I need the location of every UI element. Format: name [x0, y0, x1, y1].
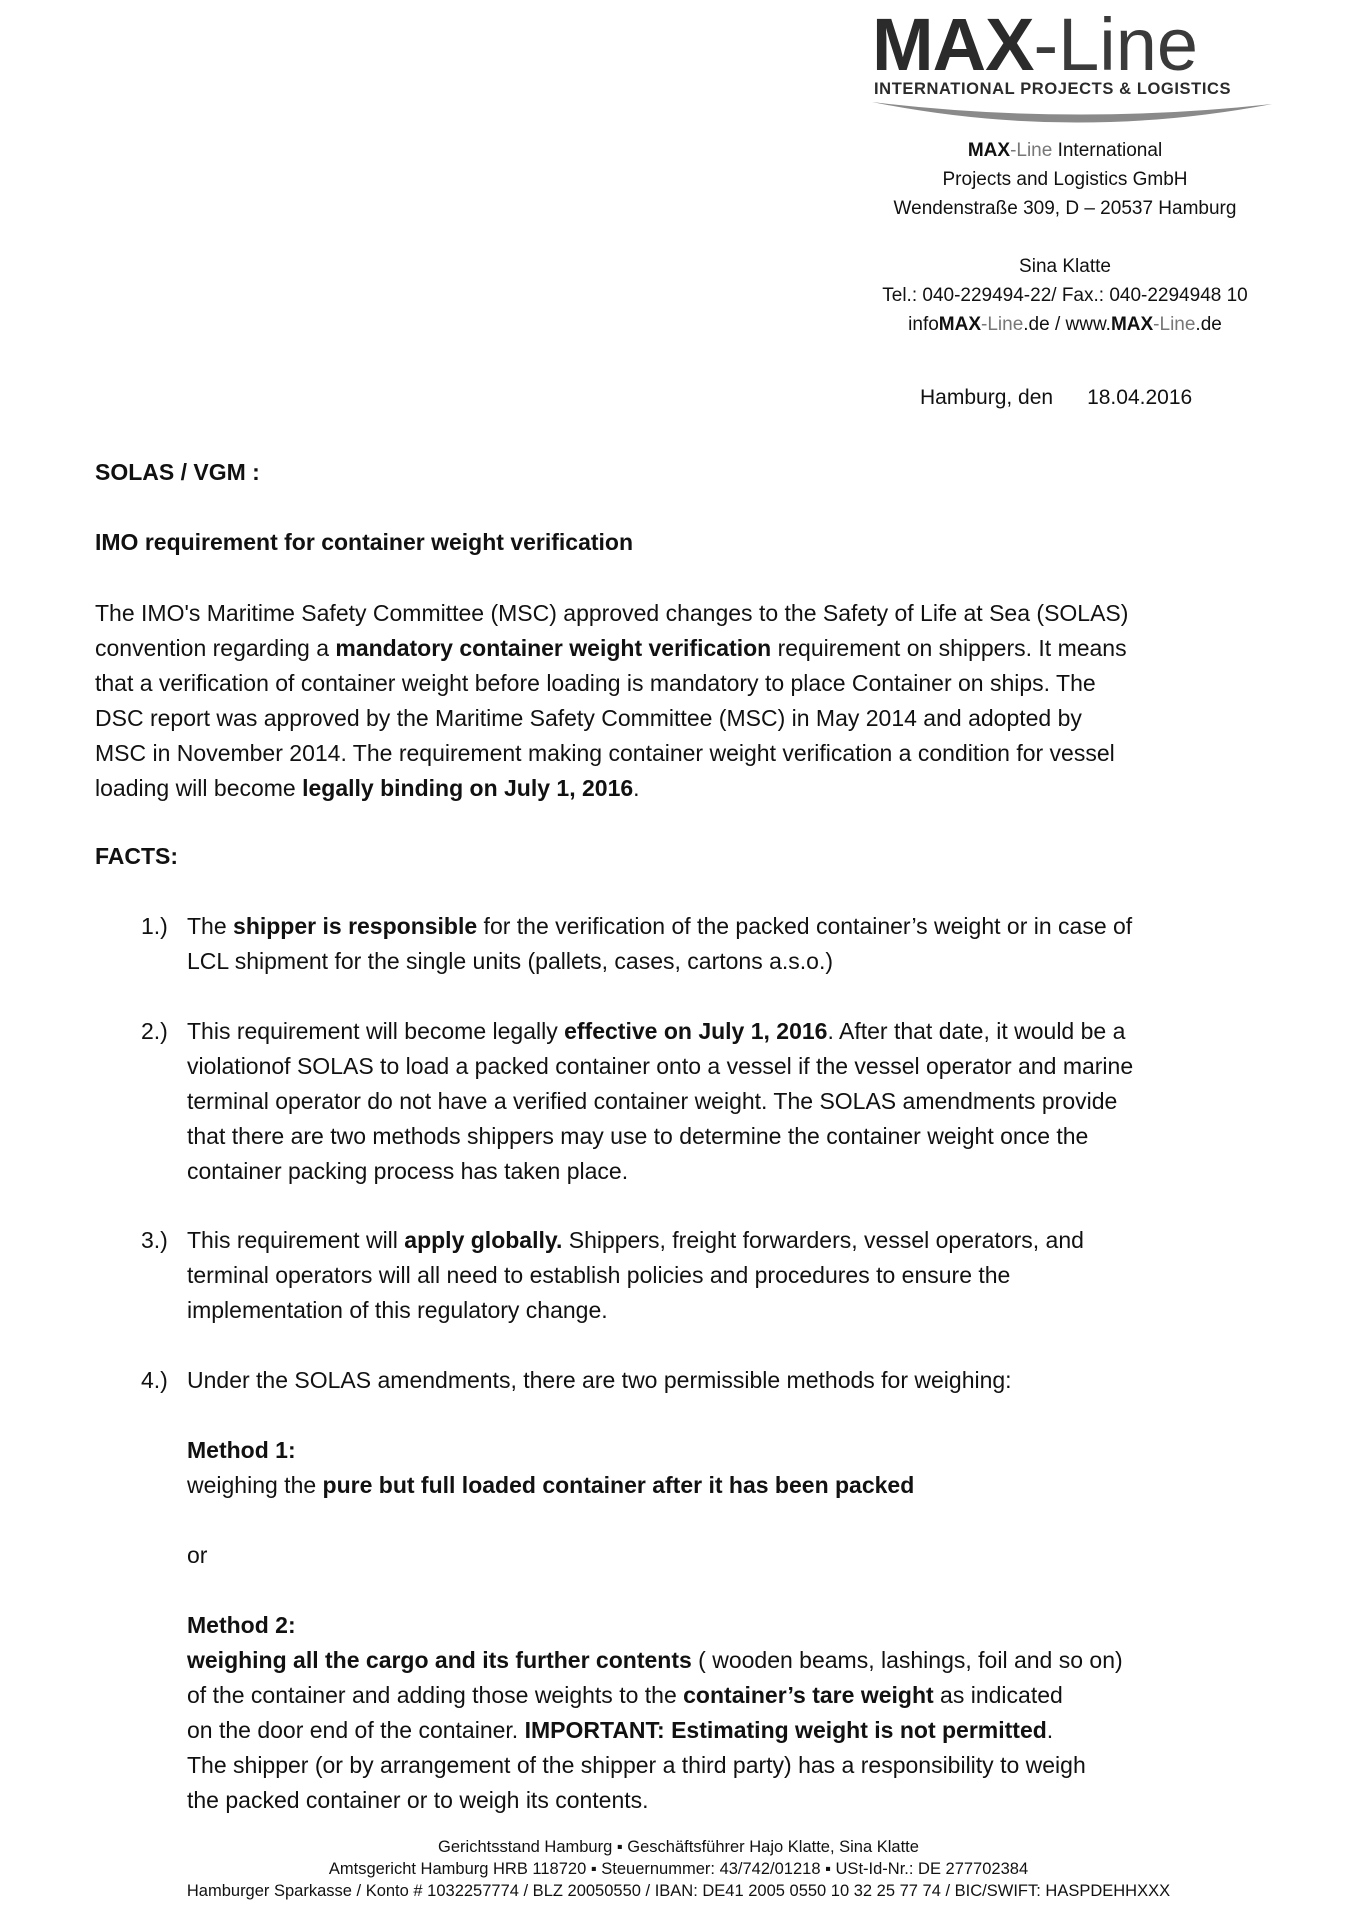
or-separator: or — [187, 1542, 208, 1568]
sender-company-rest: International — [1052, 140, 1163, 161]
fact-number: 1.) — [141, 913, 168, 939]
web-bold: MAX — [1110, 314, 1154, 335]
logo-brand-bold: MAX — [872, 3, 1034, 86]
fact-number: 3.) — [141, 1227, 168, 1253]
date-value: 18.04.2016 — [1087, 386, 1193, 409]
fact-body: Under the SOLAS amendments, there are two permissible methods for weighing: Method 1: weighing the pure but full loaded container after it has been packed or Method 2: weighing all the cargo and its further contents ( wooden beams, lashings, foil and so on) of the container and adding those weights to the container’s tare weight as indicated on the door end of the container. IMPORTANT: Estimating weight is not permitted. The shipper (or by arrangement of the shipper a third party) has a responsibility to weigh the packed container or to weigh its contents. — [187, 1363, 1287, 1818]
intro-paragraph — [95, 596, 1275, 806]
footer-line: Gerichtsstand Hamburg ▪ Geschäftsführer Hajo Klatte, Sina Klatte — [438, 1838, 919, 1856]
logo-wordmark — [872, 3, 1199, 86]
web-light: -Line — [1153, 314, 1196, 335]
fact-body: This requirement will become legally effective on July 1, 2016. After that date, it would be a violationof SOLAS to load a packed container onto a vessel if the vessel operator and marine terminal operator do not have a verified container weight. The SOLAS amendments provide that there are two methods shippers may use to determine the container weight once the container packing process has taken place. — [187, 1018, 1134, 1184]
intro-line: MSC in November 2014. The requirement making container weight verification a condition for vessel — [95, 740, 1115, 766]
letter-date — [920, 386, 1192, 410]
method-2-text: weighing all the cargo and its further contents ( wooden beams, lashings, foil and so on) — [187, 1647, 1123, 1673]
page-footer — [0, 1836, 1357, 1902]
sender-contact-name: Sina Klatte — [1019, 256, 1111, 277]
document-subtitle: IMO requirement for container weight verification — [95, 529, 634, 555]
method-1-title: Method 1: — [187, 1437, 296, 1463]
email-bold: MAX — [938, 314, 982, 335]
logo-brand-light: -Line — [1033, 3, 1199, 86]
method-1-text: weighing the pure but full loaded container after it has been packed — [187, 1472, 915, 1498]
sender-company-line2: Projects and Logistics GmbH — [942, 169, 1188, 190]
company-logo — [872, 3, 1272, 133]
facts-heading: FACTS: — [95, 843, 179, 869]
footer-line: Amtsgericht Hamburg HRB 118720 ▪ Steuernummer: 43/742/01218 ▪ USt-Id-Nr.: DE 277702384 — [328, 1860, 1029, 1878]
sender-email-web — [830, 310, 1300, 339]
fact-body: This requirement will apply globally. Shippers, freight forwarders, vessel operators, and terminal operators will all need to establish policies and procedures to ensure the implementation of this regulatory change. — [187, 1227, 1084, 1323]
logo-tagline: INTERNATIONAL PROJECTS & LOGISTICS — [874, 80, 1232, 98]
footer-line: Hamburger Sparkasse / Konto # 1032257774 / BLZ 20050550 / IBAN: DE41 2005 0550 10 32 25 77 74 / BIC/SWIFT: HASPDEHHXXX — [186, 1882, 1171, 1900]
intro-line: loading will become legally binding on July 1, 2016. — [95, 775, 640, 801]
intro-line: convention regarding a mandatory container weight verification requirement on shippers. It means — [95, 635, 1127, 661]
sender-address: Wendenstraße 309, D – 20537 Hamburg — [893, 198, 1237, 219]
fact-body: The shipper is responsible for the verification of the packed container’s weight or in case of LCL shipment for the single units (pallets, cases, cartons a.s.o.) — [187, 913, 1133, 974]
document-title: SOLAS / VGM : — [95, 459, 260, 485]
intro-line: The IMO's Maritime Safety Committee (MSC) approved changes to the Safety of Life at Sea (SOLAS) — [95, 600, 1129, 626]
fact-number: 4.) — [141, 1367, 168, 1393]
sender-address-block — [830, 136, 1300, 339]
method-2-title: Method 2: — [187, 1612, 296, 1638]
date-place: Hamburg, den — [920, 386, 1054, 409]
email-suffix: .de / www. — [1023, 314, 1111, 335]
email-light: -Line — [981, 314, 1024, 335]
web-suffix: .de — [1195, 314, 1222, 335]
sender-company-light: -Line — [1010, 140, 1053, 161]
intro-line: DSC report was approved by the Maritime Safety Committee (MSC) in May 2014 and adopted by — [95, 705, 1082, 731]
email-prefix: info — [908, 314, 939, 335]
sender-company-line — [830, 136, 1300, 165]
logo-swoosh-icon — [872, 96, 1272, 136]
sender-phone-fax: Tel.: 040-229494-22/ Fax.: 040-2294948 10 — [882, 285, 1248, 306]
sender-company-bold: MAX — [967, 140, 1011, 161]
intro-line: that a verification of container weight before loading is mandatory to place Container on ships. The — [95, 670, 1096, 696]
fact-number: 2.) — [141, 1018, 168, 1044]
